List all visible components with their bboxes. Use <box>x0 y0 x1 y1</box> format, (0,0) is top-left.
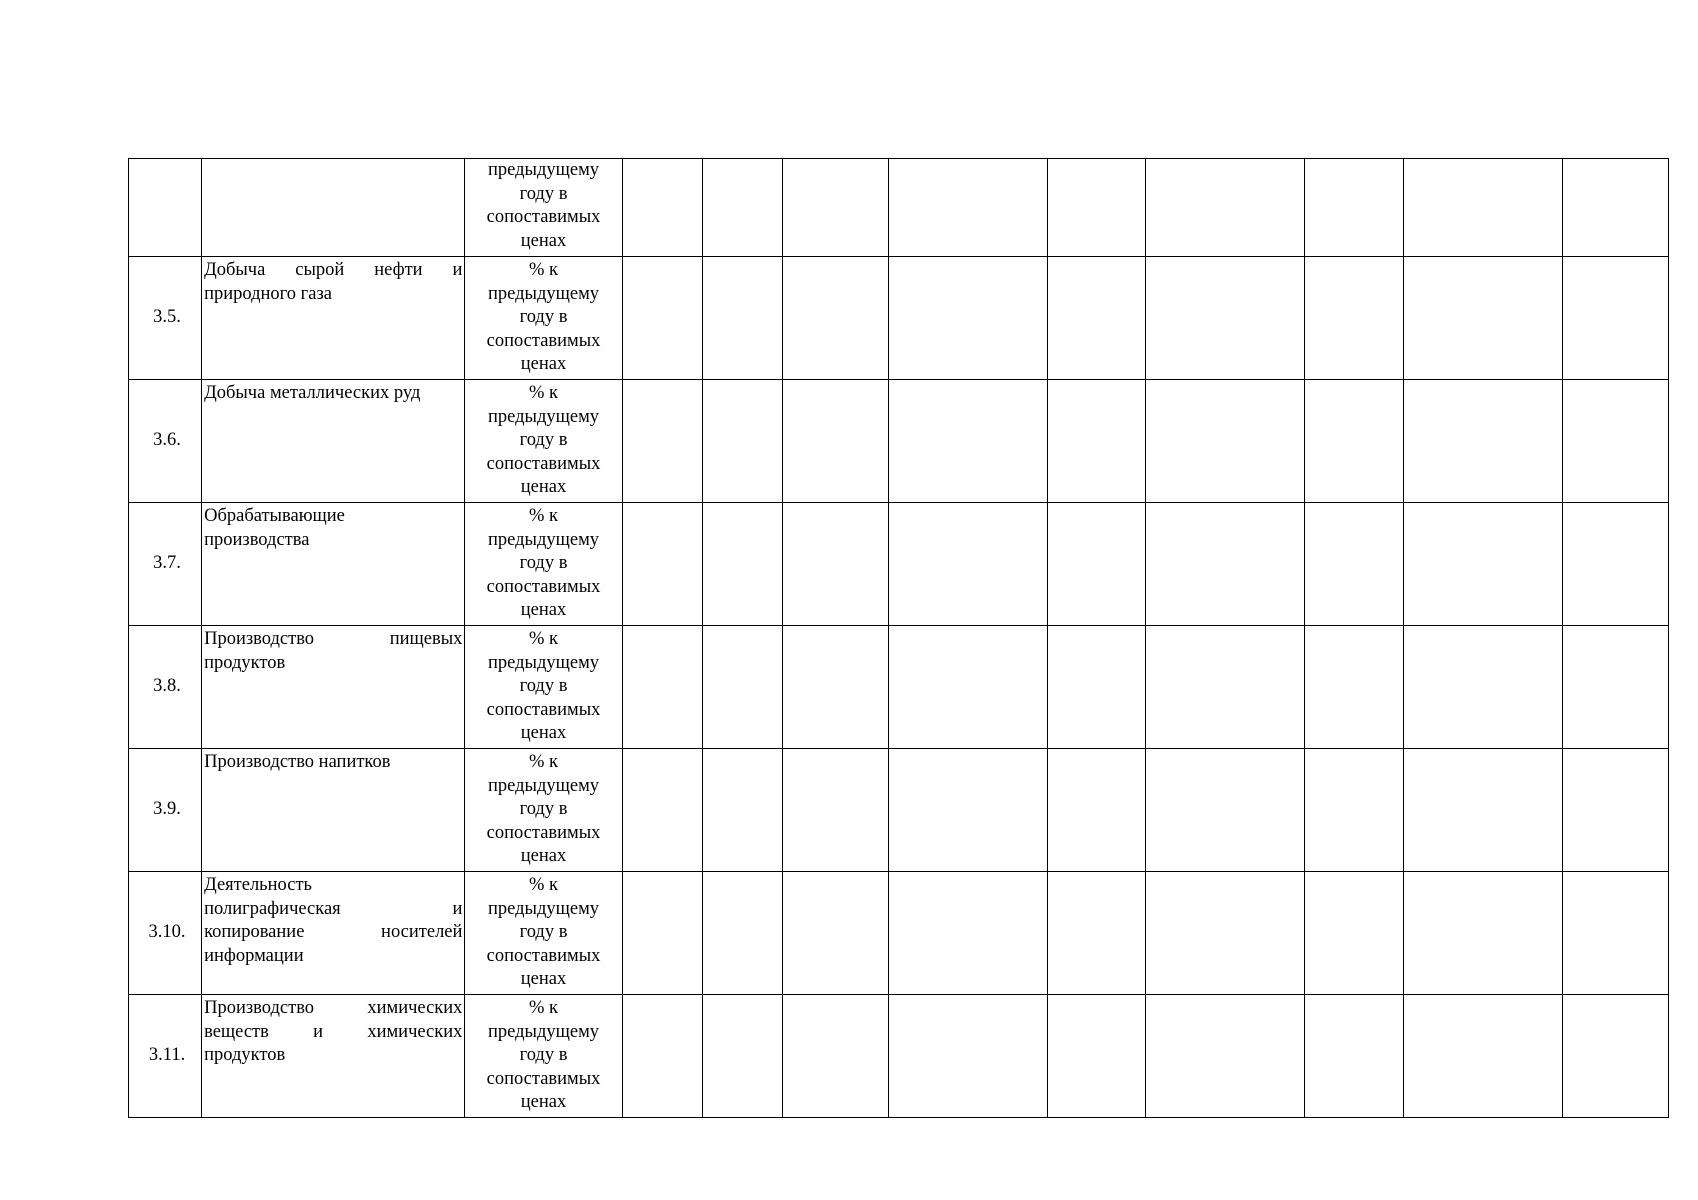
value-cell <box>1403 159 1562 257</box>
unit-line: сопоставимых <box>486 453 601 474</box>
unit-line: предыдущему <box>488 652 600 673</box>
value-cell <box>622 257 702 380</box>
value-cell <box>1562 749 1668 872</box>
unit-line: ценах <box>520 230 567 251</box>
unit-line: сопоставимых <box>486 330 601 351</box>
value-cell <box>1403 257 1562 380</box>
indicator-name-line: Производство напитков <box>204 752 391 772</box>
unit-line: ценах <box>520 354 567 374</box>
row-number: 3.9. <box>153 799 181 820</box>
unit-line: % к <box>529 752 559 772</box>
value-cell <box>622 749 702 872</box>
row-number: 3.8. <box>153 676 181 697</box>
indicator-name-line: продуктов <box>204 1045 286 1065</box>
table-row <box>129 626 1669 749</box>
table-row <box>129 257 1669 380</box>
value-cell <box>702 257 782 380</box>
value-cell <box>782 626 888 749</box>
unit-line: году в <box>519 183 568 204</box>
table-row <box>129 380 1669 503</box>
value-cell <box>1305 503 1403 626</box>
unit-line: % к <box>529 875 559 895</box>
unit-line: % к <box>529 506 559 526</box>
value-cell <box>1048 995 1146 1118</box>
indicator-name-line: Производство пищевых <box>204 629 463 649</box>
unit-cell <box>465 995 622 1118</box>
indicator-name-line: Производство химических <box>204 998 463 1018</box>
indicator-name-cell <box>202 503 465 626</box>
value-cell <box>1305 749 1403 872</box>
value-cell <box>1562 380 1668 503</box>
value-cell <box>1048 503 1146 626</box>
unit-line: % к <box>529 998 559 1018</box>
value-cell <box>702 995 782 1118</box>
indicator-name-line: веществ и химических <box>204 1021 463 1042</box>
row-number: 3.6. <box>153 430 181 451</box>
data-table <box>128 158 1669 1118</box>
row-number-cell <box>129 380 202 503</box>
unit-line: году в <box>519 430 568 450</box>
value-cell <box>1403 380 1562 503</box>
indicator-name-line: Добыча сырой нефти и <box>204 260 463 280</box>
unit-line: сопоставимых <box>486 945 601 966</box>
value-cell <box>622 872 702 995</box>
unit-cell <box>465 626 622 749</box>
row-number-cell <box>129 626 202 749</box>
value-cell <box>702 380 782 503</box>
value-cell <box>1146 749 1305 872</box>
value-cell <box>782 257 888 380</box>
value-cell <box>702 749 782 872</box>
indicator-name-cell <box>202 159 465 257</box>
unit-line: сопоставимых <box>486 1068 601 1089</box>
row-number-cell <box>129 872 202 995</box>
unit-line: сопоставимых <box>486 576 601 597</box>
value-cell <box>888 749 1047 872</box>
unit-line: году в <box>519 676 568 696</box>
unit-line: предыдущему <box>488 775 600 796</box>
unit-line: предыдущему <box>488 283 600 304</box>
unit-line: году в <box>519 799 568 819</box>
unit-line: ценах <box>520 477 567 497</box>
indicator-name-cell <box>202 380 465 503</box>
value-cell <box>702 626 782 749</box>
row-number-cell <box>129 749 202 872</box>
indicator-name-cell <box>202 872 465 995</box>
indicator-name-line: продуктов <box>204 652 286 673</box>
value-cell <box>702 503 782 626</box>
value-cell <box>1562 257 1668 380</box>
value-cell <box>888 380 1047 503</box>
table-row <box>129 749 1669 872</box>
unit-line: году в <box>519 922 568 942</box>
value-cell <box>1146 995 1305 1118</box>
row-number-cell <box>129 257 202 380</box>
row-number: 3.7. <box>153 553 181 574</box>
value-cell <box>888 503 1047 626</box>
indicator-name-line: Обрабатывающие <box>204 506 345 526</box>
unit-cell <box>465 872 622 995</box>
value-cell <box>1146 503 1305 626</box>
value-cell <box>1048 159 1146 257</box>
unit-line: сопоставимых <box>486 699 601 720</box>
value-cell <box>782 380 888 503</box>
unit-line: году в <box>519 1045 568 1065</box>
unit-line: % к <box>529 383 559 403</box>
indicator-name-line: информации <box>204 945 304 966</box>
unit-line: предыдущему <box>488 898 600 919</box>
unit-line: сопоставимых <box>486 822 601 843</box>
unit-cell <box>465 159 622 257</box>
row-number: 3.11. <box>148 1045 186 1066</box>
value-cell <box>888 159 1047 257</box>
unit-cell <box>465 257 622 380</box>
value-cell <box>782 995 888 1118</box>
indicator-name-line: копирование носителей <box>204 922 463 942</box>
unit-line: ценах <box>520 846 567 866</box>
row-number-cell <box>129 503 202 626</box>
value-cell <box>1146 380 1305 503</box>
value-cell <box>782 872 888 995</box>
row-number-cell <box>129 159 202 257</box>
unit-line: предыдущему <box>488 160 600 180</box>
indicator-name-cell <box>202 749 465 872</box>
value-cell <box>1562 159 1668 257</box>
indicator-name-line: Деятельность <box>204 875 312 895</box>
value-cell <box>1562 626 1668 749</box>
value-cell <box>888 257 1047 380</box>
table-body <box>129 159 1669 1118</box>
unit-line: ценах <box>520 1092 567 1112</box>
indicator-name-line: производства <box>204 529 310 550</box>
indicator-name-cell <box>202 995 465 1118</box>
value-cell <box>888 872 1047 995</box>
value-cell <box>1305 626 1403 749</box>
indicator-name-line: полиграфическая и <box>204 898 463 919</box>
value-cell <box>1048 257 1146 380</box>
value-cell <box>782 749 888 872</box>
indicator-name-line: природного газа <box>204 283 332 304</box>
table-row-continued <box>129 159 1669 257</box>
unit-line: предыдущему <box>488 529 600 550</box>
indicator-name-cell <box>202 257 465 380</box>
value-cell <box>1305 380 1403 503</box>
value-cell <box>1562 995 1668 1118</box>
unit-line: % к <box>529 629 559 649</box>
value-cell <box>1146 159 1305 257</box>
value-cell <box>1146 872 1305 995</box>
value-cell <box>888 995 1047 1118</box>
table-row <box>129 995 1669 1118</box>
value-cell <box>1403 872 1562 995</box>
unit-line: предыдущему <box>488 406 600 427</box>
value-cell <box>622 995 702 1118</box>
value-cell <box>1305 995 1403 1118</box>
value-cell <box>782 159 888 257</box>
value-cell <box>622 626 702 749</box>
value-cell <box>1048 626 1146 749</box>
table-row <box>129 872 1669 995</box>
value-cell <box>1562 503 1668 626</box>
unit-line: ценах <box>520 723 567 743</box>
value-cell <box>1403 503 1562 626</box>
unit-cell <box>465 503 622 626</box>
value-cell <box>1305 257 1403 380</box>
indicator-name-cell <box>202 626 465 749</box>
value-cell <box>622 503 702 626</box>
table-row <box>129 503 1669 626</box>
unit-line: сопоставимых <box>486 207 601 227</box>
value-cell <box>1562 872 1668 995</box>
row-number: 3.5. <box>153 307 181 328</box>
value-cell <box>888 626 1047 749</box>
unit-line: % к <box>529 260 559 280</box>
row-number: 3.10. <box>148 922 186 943</box>
value-cell <box>1048 749 1146 872</box>
value-cell <box>622 380 702 503</box>
value-cell <box>702 872 782 995</box>
value-cell <box>1305 872 1403 995</box>
value-cell <box>1048 380 1146 503</box>
value-cell <box>1146 257 1305 380</box>
value-cell <box>702 159 782 257</box>
value-cell <box>1048 872 1146 995</box>
unit-line: ценах <box>520 969 567 989</box>
unit-cell <box>465 749 622 872</box>
value-cell <box>1403 626 1562 749</box>
value-cell <box>1403 749 1562 872</box>
value-cell <box>1305 159 1403 257</box>
unit-line: предыдущему <box>488 1021 600 1042</box>
value-cell <box>1146 626 1305 749</box>
unit-line: году в <box>519 553 568 573</box>
indicator-name-line: Добыча металлических руд <box>204 383 421 403</box>
value-cell <box>1403 995 1562 1118</box>
unit-cell <box>465 380 622 503</box>
unit-line: году в <box>519 307 568 327</box>
unit-line: ценах <box>520 600 567 620</box>
row-number-cell <box>129 995 202 1118</box>
value-cell <box>782 503 888 626</box>
value-cell <box>622 159 702 257</box>
